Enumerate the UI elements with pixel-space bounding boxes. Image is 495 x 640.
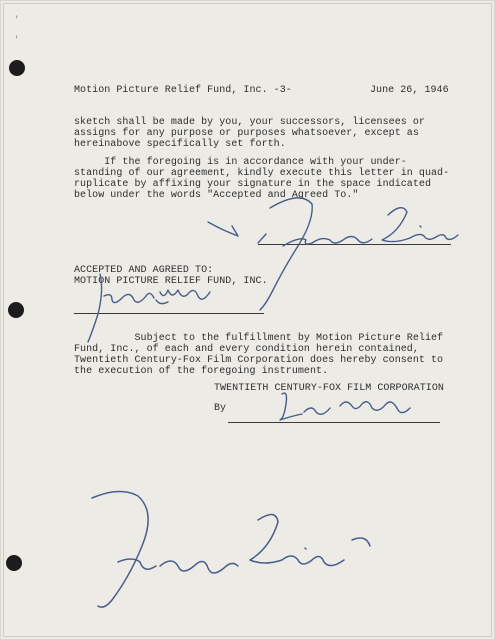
body-paragraph-line: standing of our agreement, kindly execute this letter in quad-	[74, 168, 450, 179]
accepted-heading: ACCEPTED AND AGREED TO:	[74, 265, 214, 276]
body-paragraph-line: hereinabove specifically set forth.	[74, 139, 286, 150]
consent-line: Fund, Inc., of each and every condition herein contained,	[74, 344, 419, 355]
consent-line: the execution of the foregoing instrument.	[74, 366, 329, 377]
margin-mark: '	[14, 35, 20, 45]
signature-line-artist	[258, 244, 451, 245]
consent-line: Twentieth Century-Fox Film Corporation does hereby consent to	[74, 355, 444, 366]
by-label: By	[214, 403, 227, 414]
punch-hole-bottom	[6, 555, 22, 571]
body-paragraph-line: If the foregoing is in accordance with your under-	[74, 157, 407, 168]
signature-line-fox	[228, 422, 440, 423]
consent-line: Subject to the fulfillment by Motion Picture Relief	[74, 333, 444, 344]
margin-mark: '	[14, 15, 20, 25]
header-company: Motion Picture Relief Fund, Inc. -3-	[74, 85, 292, 96]
fox-corporation-name: TWENTIETH CENTURY-FOX FILM CORPORATION	[214, 383, 444, 394]
body-paragraph-line: sketch shall be made by you, your successors, licensees or	[74, 117, 425, 128]
body-paragraph-line: ruplicate by affixing your signature in the space indicated	[74, 179, 432, 190]
punch-hole-middle	[8, 302, 24, 318]
header-date: June 26, 1946	[370, 85, 449, 96]
page-border	[3, 3, 492, 637]
relief-fund-name: MOTION PICTURE RELIEF FUND, INC.	[74, 276, 268, 287]
body-paragraph-line: assigns for any purpose or purposes whatsoever, except as	[74, 128, 419, 139]
signature-line-relief-fund	[74, 313, 264, 314]
body-paragraph-line: below under the words "Accepted and Agreed To."	[74, 190, 359, 201]
punch-hole-top	[9, 60, 25, 76]
